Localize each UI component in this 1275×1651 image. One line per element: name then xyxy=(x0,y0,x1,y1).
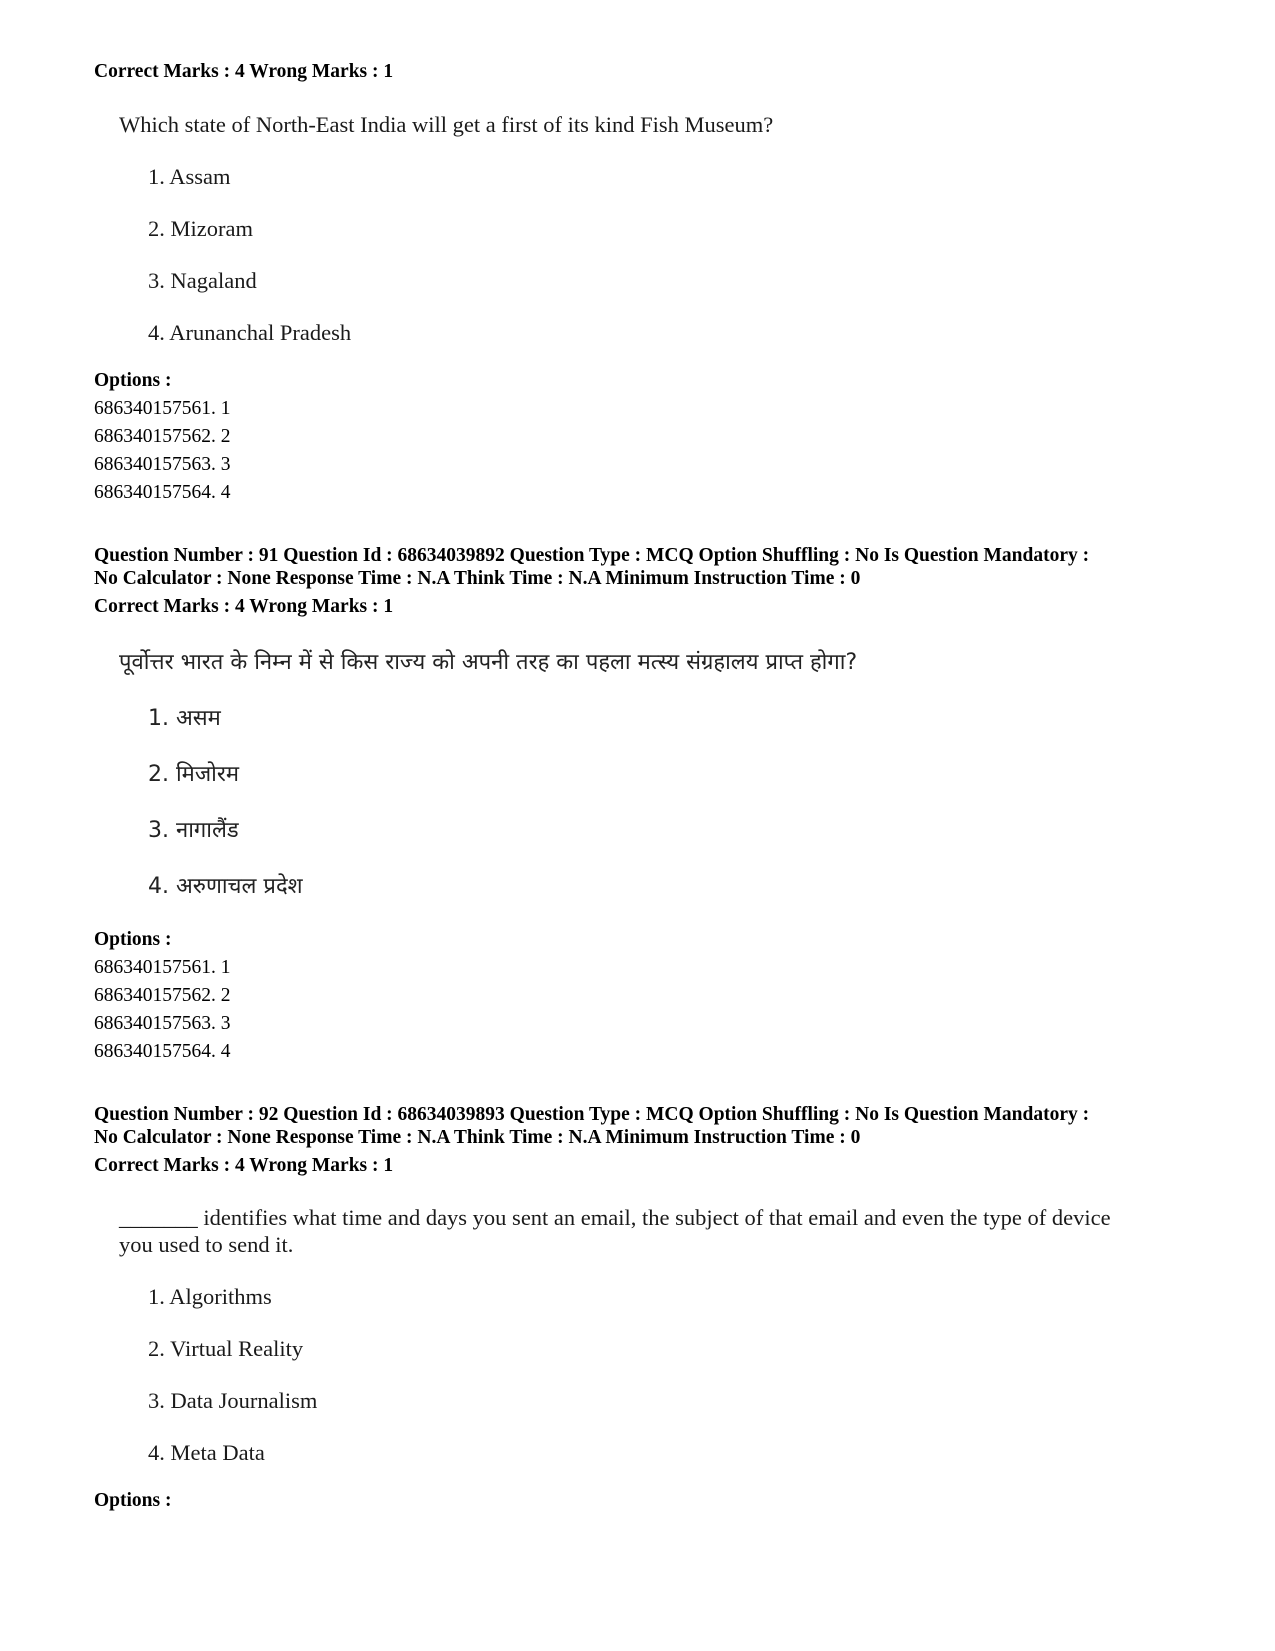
question-text: पूर्वोत्तर भारत के निम्न में से किस राज्य को अपनी तरह का पहला मत्स्य संग्रहालय प्राप्त होगा? xyxy=(119,650,858,675)
question-header-line2: No Calculator : None Response Time : N.A Think Time : N.A Minimum Instruction Time : 0 xyxy=(94,1127,861,1148)
choice-item: 2. Mizoram xyxy=(148,216,253,241)
question-header-line1: Question Number : 91 Question Id : 68634039892 Question Type : MCQ Option Shuffling : No Is Question Mandatory : xyxy=(94,545,1090,566)
options-label: Options : xyxy=(94,370,172,391)
option-id-line: 686340157562. 2 xyxy=(94,426,231,447)
option-id-line: 686340157562. 2 xyxy=(94,985,231,1006)
choice-item: 1. असम xyxy=(148,706,221,731)
choice-item: 2. मिजोरम xyxy=(148,762,240,787)
choice-item: 1. Assam xyxy=(148,164,231,189)
option-id-line: 686340157563. 3 xyxy=(94,1013,231,1034)
question-header-line1: Question Number : 92 Question Id : 68634039893 Question Type : MCQ Option Shuffling : No Is Question Mandatory : xyxy=(94,1104,1090,1125)
choice-item: 4. Arunanchal Pradesh xyxy=(148,320,352,345)
choice-item: 3. नागालैंड xyxy=(148,818,239,843)
marks-line: Correct Marks : 4 Wrong Marks : 1 xyxy=(94,1155,394,1176)
choice-item: 1. Algorithms xyxy=(148,1284,272,1309)
option-id-line: 686340157561. 1 xyxy=(94,957,231,978)
option-id-line: 686340157564. 4 xyxy=(94,482,231,503)
choice-item: 2. Virtual Reality xyxy=(148,1336,304,1361)
options-label: Options : xyxy=(94,1490,172,1511)
option-id-line: 686340157561. 1 xyxy=(94,398,231,419)
question-text: Which state of North-East India will get a first of its kind Fish Museum? xyxy=(119,112,774,137)
choice-item: 4. Meta Data xyxy=(148,1440,265,1465)
question-header-line2: No Calculator : None Response Time : N.A Think Time : N.A Minimum Instruction Time : 0 xyxy=(94,568,861,589)
question-text-line1: _______ identifies what time and days you sent an email, the subject of that email and even the type of device xyxy=(119,1205,1111,1230)
option-id-line: 686340157564. 4 xyxy=(94,1041,231,1062)
options-label: Options : xyxy=(94,929,172,950)
option-id-line: 686340157563. 3 xyxy=(94,454,231,475)
choice-item: 3. Nagaland xyxy=(148,268,257,293)
marks-line: Correct Marks : 4 Wrong Marks : 1 xyxy=(94,61,394,82)
choice-item: 4. अरुणाचल प्रदेश xyxy=(148,874,303,899)
choice-item: 3. Data Journalism xyxy=(148,1388,318,1413)
question-text-line2: you used to send it. xyxy=(119,1232,294,1257)
marks-line: Correct Marks : 4 Wrong Marks : 1 xyxy=(94,596,394,617)
